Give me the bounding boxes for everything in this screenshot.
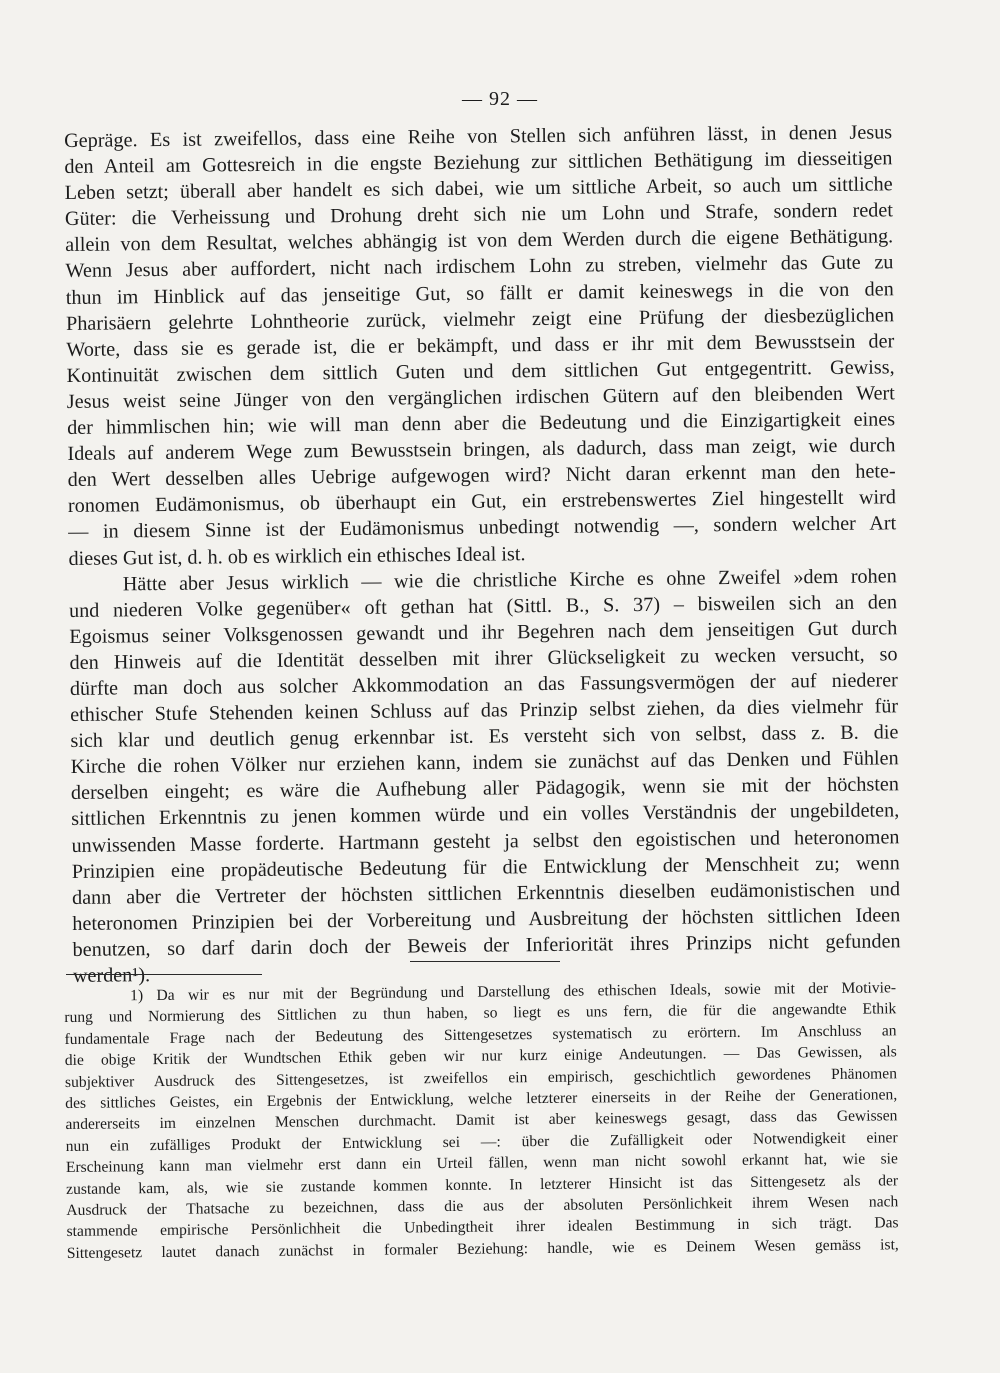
text-line: — in diesem Sinne ist der Eudämonismus unbedingt notwendig —, sondern welcher Art — [68, 512, 897, 544]
text-line: dann aber die Vertreter der höchsten sittlichen Erkenntnis dieselben eudämonistischen und — [71, 878, 901, 909]
footnote-line: fundamentale Frage nach der Bedeutung des Sittengesetzes systematisch zu erörtern. Im Anschluss an — [64, 1022, 897, 1048]
text-line: Leben setzt; überall aber handelt es sich dabei, wie um sittliche Arbeit, so auch um sittliche — [64, 173, 893, 205]
text-line: sich klar und deutlich genug erkennbar ist. Es versteht sich von selbst, dass z. B. die — [70, 721, 899, 753]
text-line: Gepräge. Es ist zweifellos, dass eine Reihe von Stellen sich anführen lässt, in denen Jesus — [64, 121, 893, 152]
footnote-line: Sittengesetz lautet danach zunächst in formaler Beziehung: handle, wie es Deinem Wesen gemäss ist, — [66, 1236, 899, 1262]
text-line: Worte, dass sie es gerade ist, die er bekämpft, und dass er ihr mit dem Bewusstsein der — [66, 330, 895, 361]
text-line: thun im Hinblick auf das jenseitige Gut, so fällt er damit keineswegs in die von den — [65, 277, 894, 309]
footnote-line: stammende empirische Persönlichheit die Unbedingtheit ihrer idealen Bestimmung in sich trägt. Das — [66, 1214, 899, 1241]
footnote-line: rung und Normierung des Sittlichen zu thun haben, so liegt es uns fern, die für die angewandte Ethik — [64, 1000, 897, 1027]
text-line: der himmlischen hin; wie will man denn aber die Bedeutung und die Einzigartigkeit eines — [67, 408, 896, 440]
text-line: heteronomen Prinzipien bei der Vorbereitung und Ausbreitung der höchsten sittlichen Ideen — [72, 904, 901, 935]
text-line: Jesus weist seine Jünger von den vergänglichen irdischen Gütern auf den bleibenden Wert — [66, 382, 895, 413]
text-line: werden¹). — [72, 964, 151, 987]
text-line: dürfte man doch aus solcher Akkommodation an das Fassungsvermögen der auf niederer — [69, 669, 898, 700]
paragraph-start-line: Hätte aber Jesus wirklich — wie die christliche Kirche es ohne Zweifel »dem rohen — [122, 564, 897, 596]
text-line: unwissenden Masse forderte. Hartmann gesteht ja selbst den egoistischen und heteronomen — [71, 825, 900, 857]
text-line: ethischer Stufe Stehenden keinen Schluss auf das Prinzip selbst ziehen, da dies vielmehr für — [70, 695, 899, 727]
text-line: den Hinweis auf die Identität desselben mit ihrer Glückseligkeit zu wecken versucht, so — [69, 643, 898, 674]
paragraph-end-rule — [410, 961, 560, 962]
text-line: und niederen Volke gegenüber« oft gethan hat (Sittl. B., S. 37) – bisweilen sich an den — [68, 590, 898, 622]
footnote-line: Ausdruck der Thatsache zu bezeichnen, dass die aus der absoluten Persönlichkeit ihrem Wesen nach — [66, 1193, 899, 1220]
text-line: benutzen, so darf darin doch der Beweis der Inferiorität ihres Prinzips nicht gefunden — [72, 930, 901, 961]
footnote-line: andererseits im einzelnen Menschen durchmacht. Damit ist aber keineswegs gesagt, dass das Gewissen — [65, 1107, 898, 1134]
text-line: den Wert desselben alles Uebrige aufgewogen wird? Nicht daran erkennt man den hete- — [67, 460, 896, 492]
main-text — [64, 119, 901, 989]
footnote-line: 1) Da wir es nur mit der Begründung und Darstellung des ethischen Ideals, sowie mit der Motivie- — [130, 979, 897, 1005]
footnote-line: die obige Kritik der Wundtschen Ethik geben wir nur kurz einige Andeutungen. — Das Gewissen, als — [64, 1043, 897, 1070]
text-line: sittlichen Erkenntnis zu jenen kommen würde und ein volles Verständnis der ungebildeten, — [71, 799, 900, 831]
text-line: Kirche die rohen Völker nur erziehen kann, indem sie zunächst auf das Denken und Fühlen — [70, 747, 899, 779]
text-line: den Anteil am Gottesreich in die engste Beziehung zur sittlichen Bethätigung im diesseitigen — [64, 147, 893, 179]
text-line: Prinzipien eine propädeutische Bedeutung für die Entwicklung der Menschheit zu; wenn — [71, 851, 900, 883]
text-line: Ideals auf anderem Wege zum Bewusstsein bringen, als dadurch, dass man zeigt, wie durch — [67, 434, 896, 466]
footnote-line: subjektiver Ausdruck des Sittengesetzes, ist zweifellos ein empirisch, geschichtlich gewordenes Phänomen — [64, 1064, 898, 1091]
text-line: dieses Gut ist, d. h. ob es wirklich ein ethisches Ideal ist. — [68, 542, 526, 570]
footnote-line: des sittliches Geistes, ein Ergebnis der Entwicklung, welche letzterer einerseits in der Reihe der Generationen, — [65, 1086, 898, 1113]
footnote-separator — [66, 974, 262, 975]
text-line: Egoismus seiner Volksgenossen gewandt und ihr Begehren nach dem jenseitigen Gut durch — [69, 617, 898, 648]
text-line: allein von dem Resultat, welches abhängig ist von dem Werden durch die eigene Bethätigung. — [65, 225, 894, 257]
footnote-line: nun ein zufälliges Produkt der Entwicklung sei —: über die Zufälligkeit oder Notwendigkeit einer — [65, 1129, 898, 1155]
text-line: Güter: die Verheissung und Drohung dreht sich nie um Lohn und Strafe, sondern redet — [64, 199, 894, 231]
text-line: derselben eingeht; es wäre die Aufhebung aller Pädagogik, wenn sie mit der höchsten — [70, 773, 900, 805]
text-line: Pharisäern gelehrte Lohntheorie zurück, vielmehr zeigt eine Prüfung der diesbezüglichen — [65, 303, 895, 335]
footnote-line: zustande kam, als, wie sie zustande kommen konnte. In letzterer Hinsicht ist das Sittengesetz als der — [66, 1171, 899, 1198]
text-line: ronomen Eudämonismus, ob überhaupt ein Gut, ein erstrebenswertes Ziel hingestellt wird — [67, 486, 897, 518]
text-line: Kontinuität zwischen dem sittlich Guten und dem sittlichen Gut entgegentritt. Gewiss, — [66, 356, 895, 387]
page-number: — 92 — — [462, 88, 538, 110]
text-line: Wenn Jesus aber auffordert, nicht nach irdischem Lohn zu streben, vielmehr das Gute zu — [65, 251, 894, 283]
footnote — [64, 977, 899, 1264]
footnote-line: Erscheinung kann man vielmehr erst dann ein Urteil fällen, wenn man nicht sowohl erkannt hat, wie sie — [65, 1150, 898, 1177]
